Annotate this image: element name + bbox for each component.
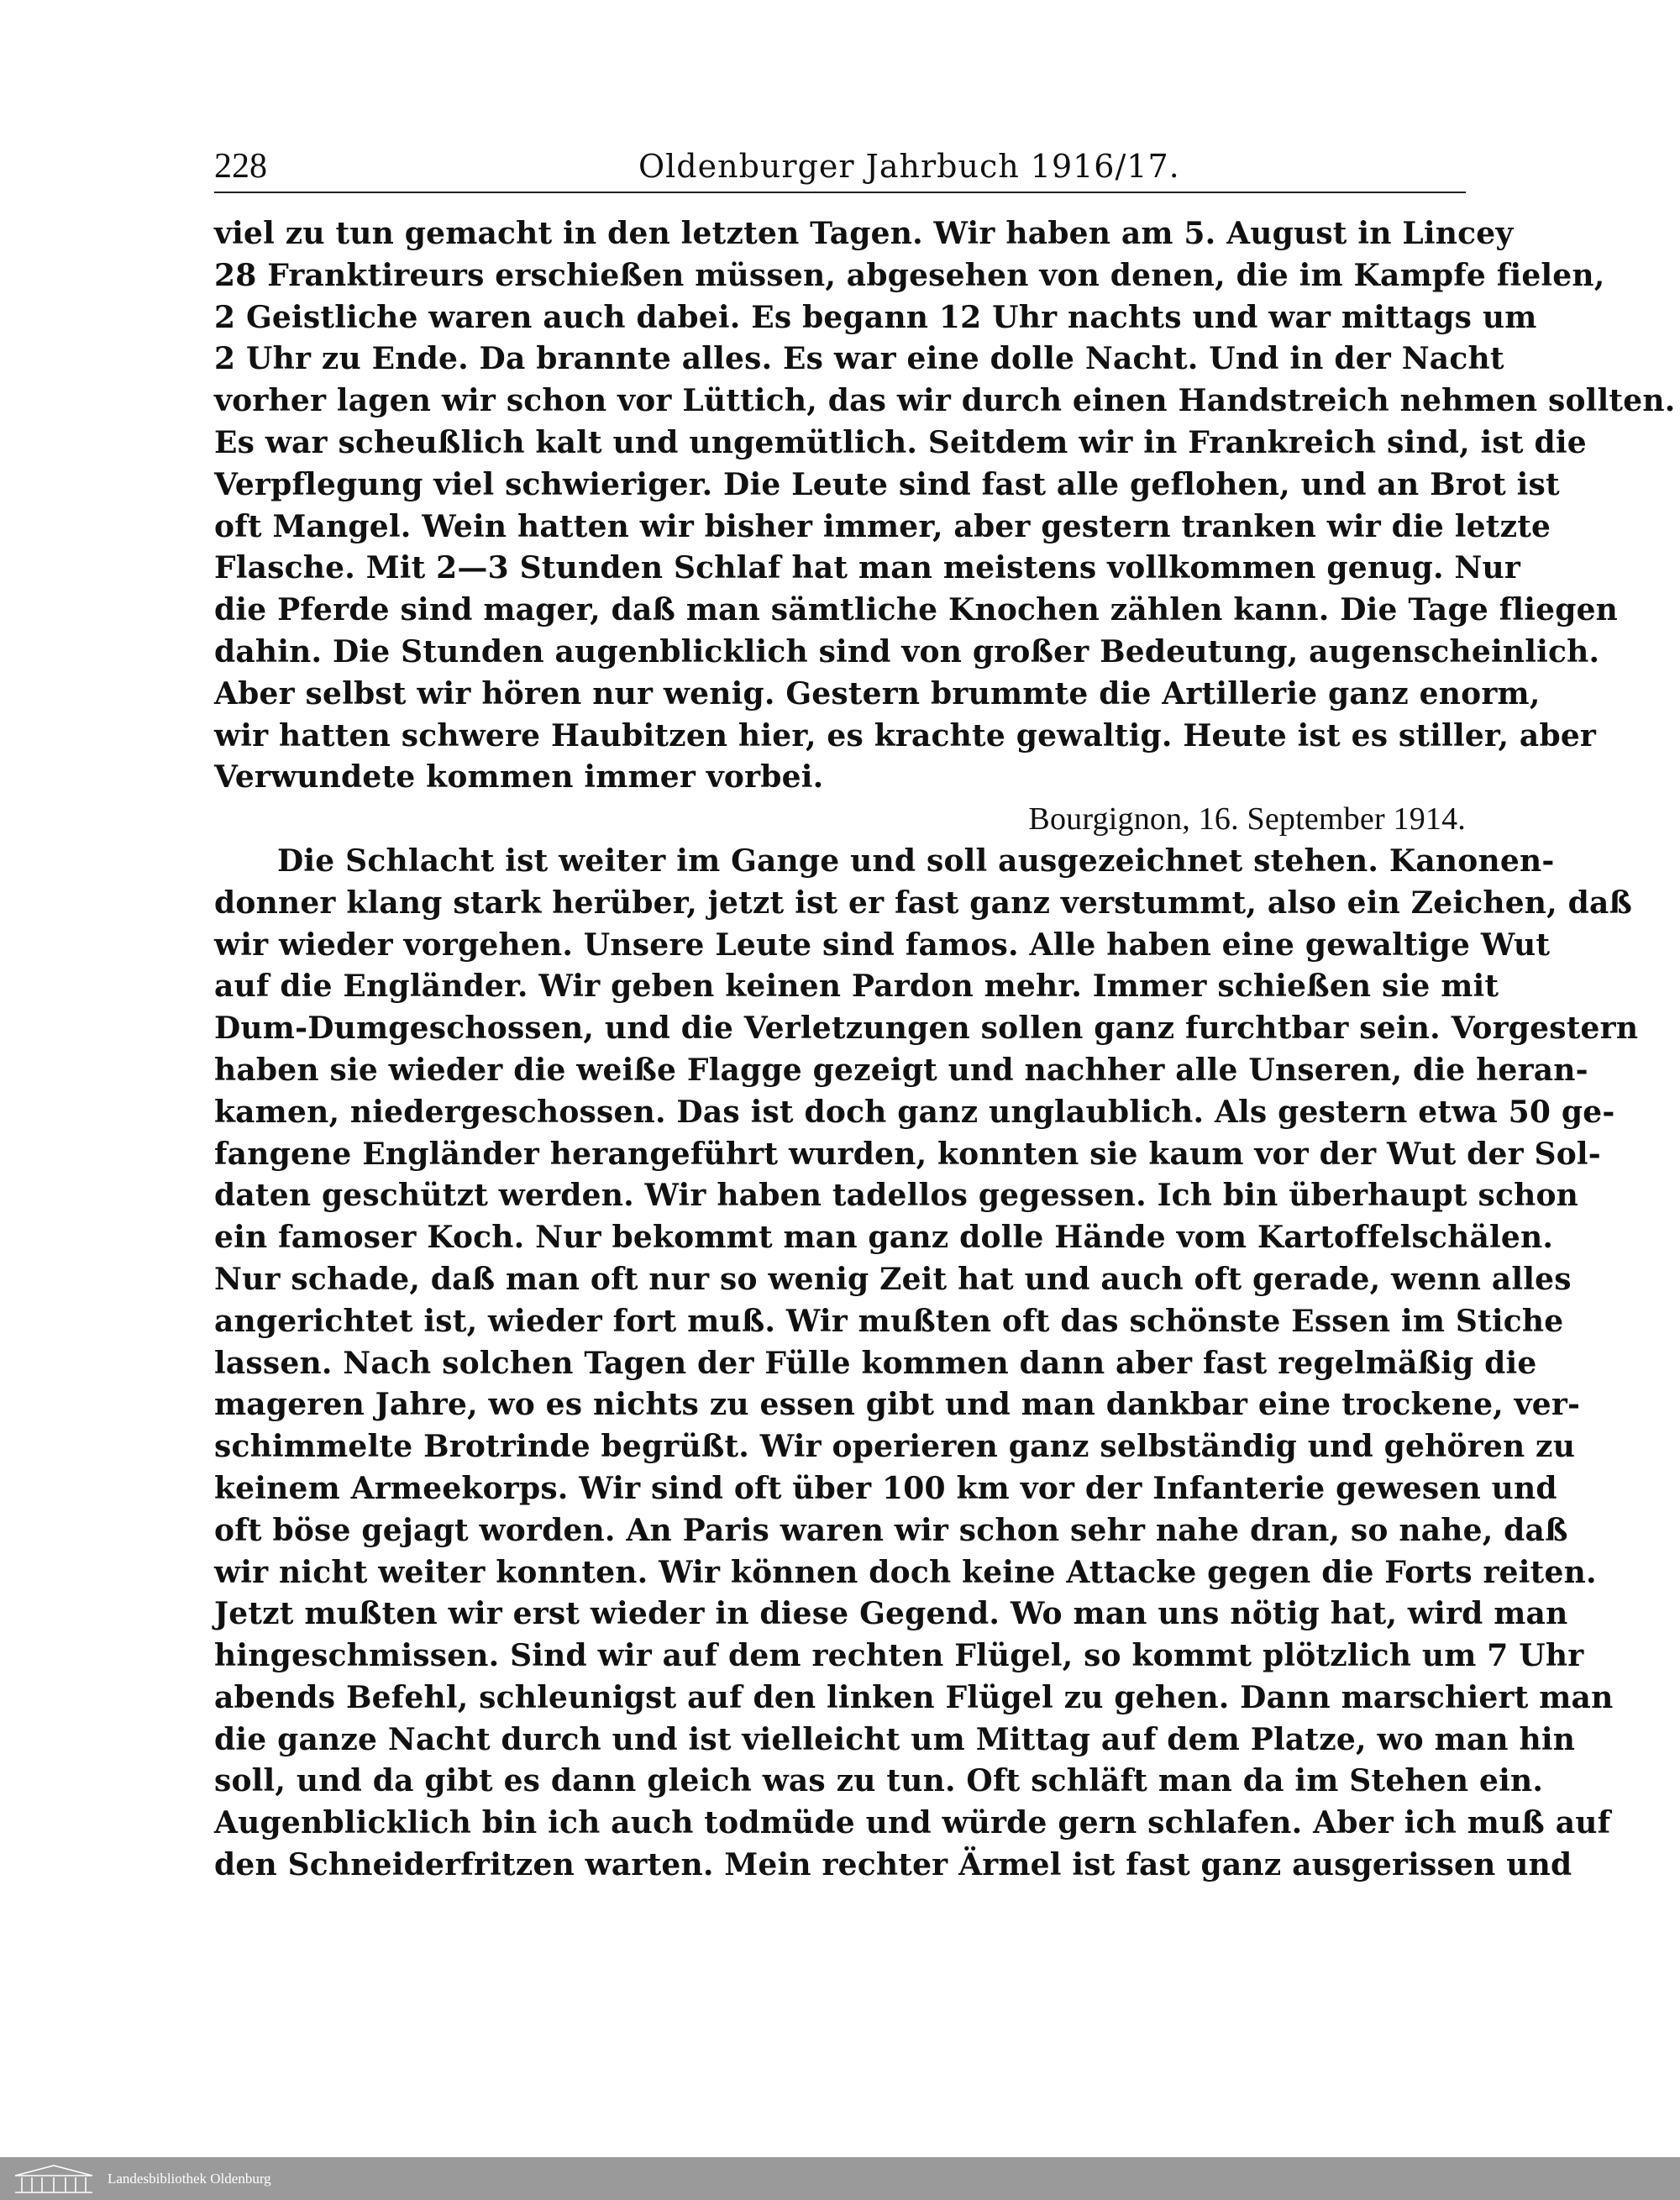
text-line: die Pferde sind mager, daß man sämtliche Knochen zählen kann. Die Tage fliegen [214, 592, 1619, 628]
letter-line: donner klang stark herüber, jetzt ist er fast ganz verstummt, also ein Zeichen, daß [214, 885, 1633, 921]
letter-line: keinem Armeekorps. Wir sind oft über 100 km vor der Infanterie gewesen und [214, 1470, 1557, 1506]
letter-line: die ganze Nacht durch und ist vielleicht um Mittag auf dem Platze, wo man hin [214, 1721, 1576, 1757]
library-building-icon [12, 2162, 96, 2196]
text-line: oft Mangel. Wein hatten wir bisher immer, aber gestern tranken wir die letzte [214, 508, 1551, 544]
text-line: Flasche. Mit 2—3 Stunden Schlaf hat man meistens vollkommen genug. Nur [214, 550, 1521, 586]
text-line: vorher lagen wir schon vor Lüttich, das wir durch einen Handstreich nehmen sollten. [214, 383, 1676, 419]
text-line: Es war scheußlich kalt und ungemütlich. Seitdem wir in Frankreich sind, ist die [214, 424, 1587, 460]
footer-bar [0, 2157, 1680, 2200]
text-line: Verwundete kommen immer vorbei. [214, 759, 824, 795]
text-line: 2 Geistliche waren auch dabei. Es begann 12 Uhr nachts und war mittags um [214, 299, 1537, 335]
letter-line: den Schneiderfritzen warten. Mein rechter Ärmel ist fast ganz ausgerissen und [214, 1847, 1572, 1883]
text-line: Verpflegung viel schwieriger. Die Leute sind fast alle geflohen, und an Brot ist [214, 466, 1560, 502]
text-line: 2 Uhr zu Ende. Da brannte alles. Es war eine dolle Nacht. Und in der Nacht [214, 341, 1504, 377]
letter-line: abends Befehl, schleunigst auf den linken Flügel zu gehen. Dann marschiert man [214, 1679, 1614, 1715]
letter-line: hingeschmissen. Sind wir auf dem rechten Flügel, so kommt plötzlich um 7 Uhr [214, 1638, 1584, 1674]
letter-line: auf die Engländer. Wir geben keinen Pardon mehr. Immer schießen sie mit [214, 969, 1499, 1005]
letter-line: Dum-Dumgeschossen, und die Verletzungen sollen ganz furchtbar sein. Vorgestern [214, 1011, 1639, 1047]
letter-line: mageren Jahre, wo es nichts zu essen gibt und man dankbar eine trockene, ver- [214, 1387, 1581, 1423]
text-line: 28 Franktireurs erschießen müssen, abgesehen von denen, die im Kampfe fielen, [214, 257, 1605, 293]
letter-line: Nur schade, daß man oft nur so wenig Zeit hat und auch oft gerade, wenn alles [214, 1261, 1572, 1297]
text-line: dahin. Die Stunden augenblicklich sind von großer Bedeutung, augenscheinlich. [214, 633, 1600, 669]
text-line: viel zu tun gemacht in den letzten Tagen. Wir haben am 5. August in Lincey [214, 216, 1514, 251]
running-head [214, 141, 1466, 192]
letter-line: ein famoser Koch. Nur bekommt man ganz dolle Hände vom Kartoffelschälen. [214, 1220, 1554, 1256]
journal-title: Oldenburger Jahrbuch 1916/17. [638, 148, 1180, 185]
dateline: Bourgignon, 16. September 1914. [1028, 801, 1466, 837]
letter-line: lassen. Nach solchen Tagen der Fülle kommen dann aber fast regelmäßig die [214, 1345, 1537, 1381]
letter-line: wir nicht weiter konnten. Wir können doch keine Attacke gegen die Forts reiten. [214, 1554, 1597, 1590]
page-number: 228 [214, 147, 267, 186]
letter-line: haben sie wieder die weiße Flagge gezeigt und nachher alle Unseren, die heran- [214, 1052, 1588, 1088]
letter-line: oft böse gejagt worden. An Paris waren wir schon sehr nahe dran, so nahe, daß [214, 1512, 1568, 1548]
text-line: Aber selbst wir hören nur wenig. Gestern brummte die Artillerie ganz enorm, [214, 675, 1541, 711]
letter-line: wir wieder vorgehen. Unsere Leute sind famos. Alle haben eine gewaltige Wut [214, 927, 1551, 963]
header-rule [214, 192, 1466, 193]
letter-line: angerichtet ist, wieder fort muß. Wir mußten oft das schönste Essen im Stiche [214, 1303, 1564, 1339]
letter-line: Jetzt mußten wir erst wieder in diese Gegend. Wo man uns nötig hat, wird man [214, 1596, 1568, 1632]
letter-line: Die Schlacht ist weiter im Gange und soll ausgezeichnet stehen. Kanonen- [277, 843, 1555, 879]
letter-line: Augenblicklich bin ich auch todmüde und würde gern schlafen. Aber ich muß auf [214, 1805, 1611, 1841]
letter-line: soll, und da gibt es dann gleich was zu tun. Oft schläft man da im Stehen ein. [214, 1763, 1544, 1799]
body-text [214, 213, 1676, 1887]
letter-line: schimmelte Brotrinde begrüßt. Wir operieren ganz selbständig und gehören zu [214, 1429, 1576, 1465]
text-line: wir hatten schwere Haubitzen hier, es krachte gewaltig. Heute ist es stiller, aber [214, 717, 1597, 753]
letter-line: kamen, niedergeschossen. Das ist doch ganz unglaublich. Als gestern etwa 50 ge- [214, 1094, 1615, 1130]
letter-line: daten geschützt werden. Wir haben tadellos gegessen. Ich bin überhaupt schon [214, 1178, 1579, 1214]
library-name: Landesbibliothek Oldenburg [108, 2171, 271, 2187]
letter-line: fangene Engländer herangeführt wurden, konnten sie kaum vor der Wut der Sol- [214, 1136, 1601, 1172]
